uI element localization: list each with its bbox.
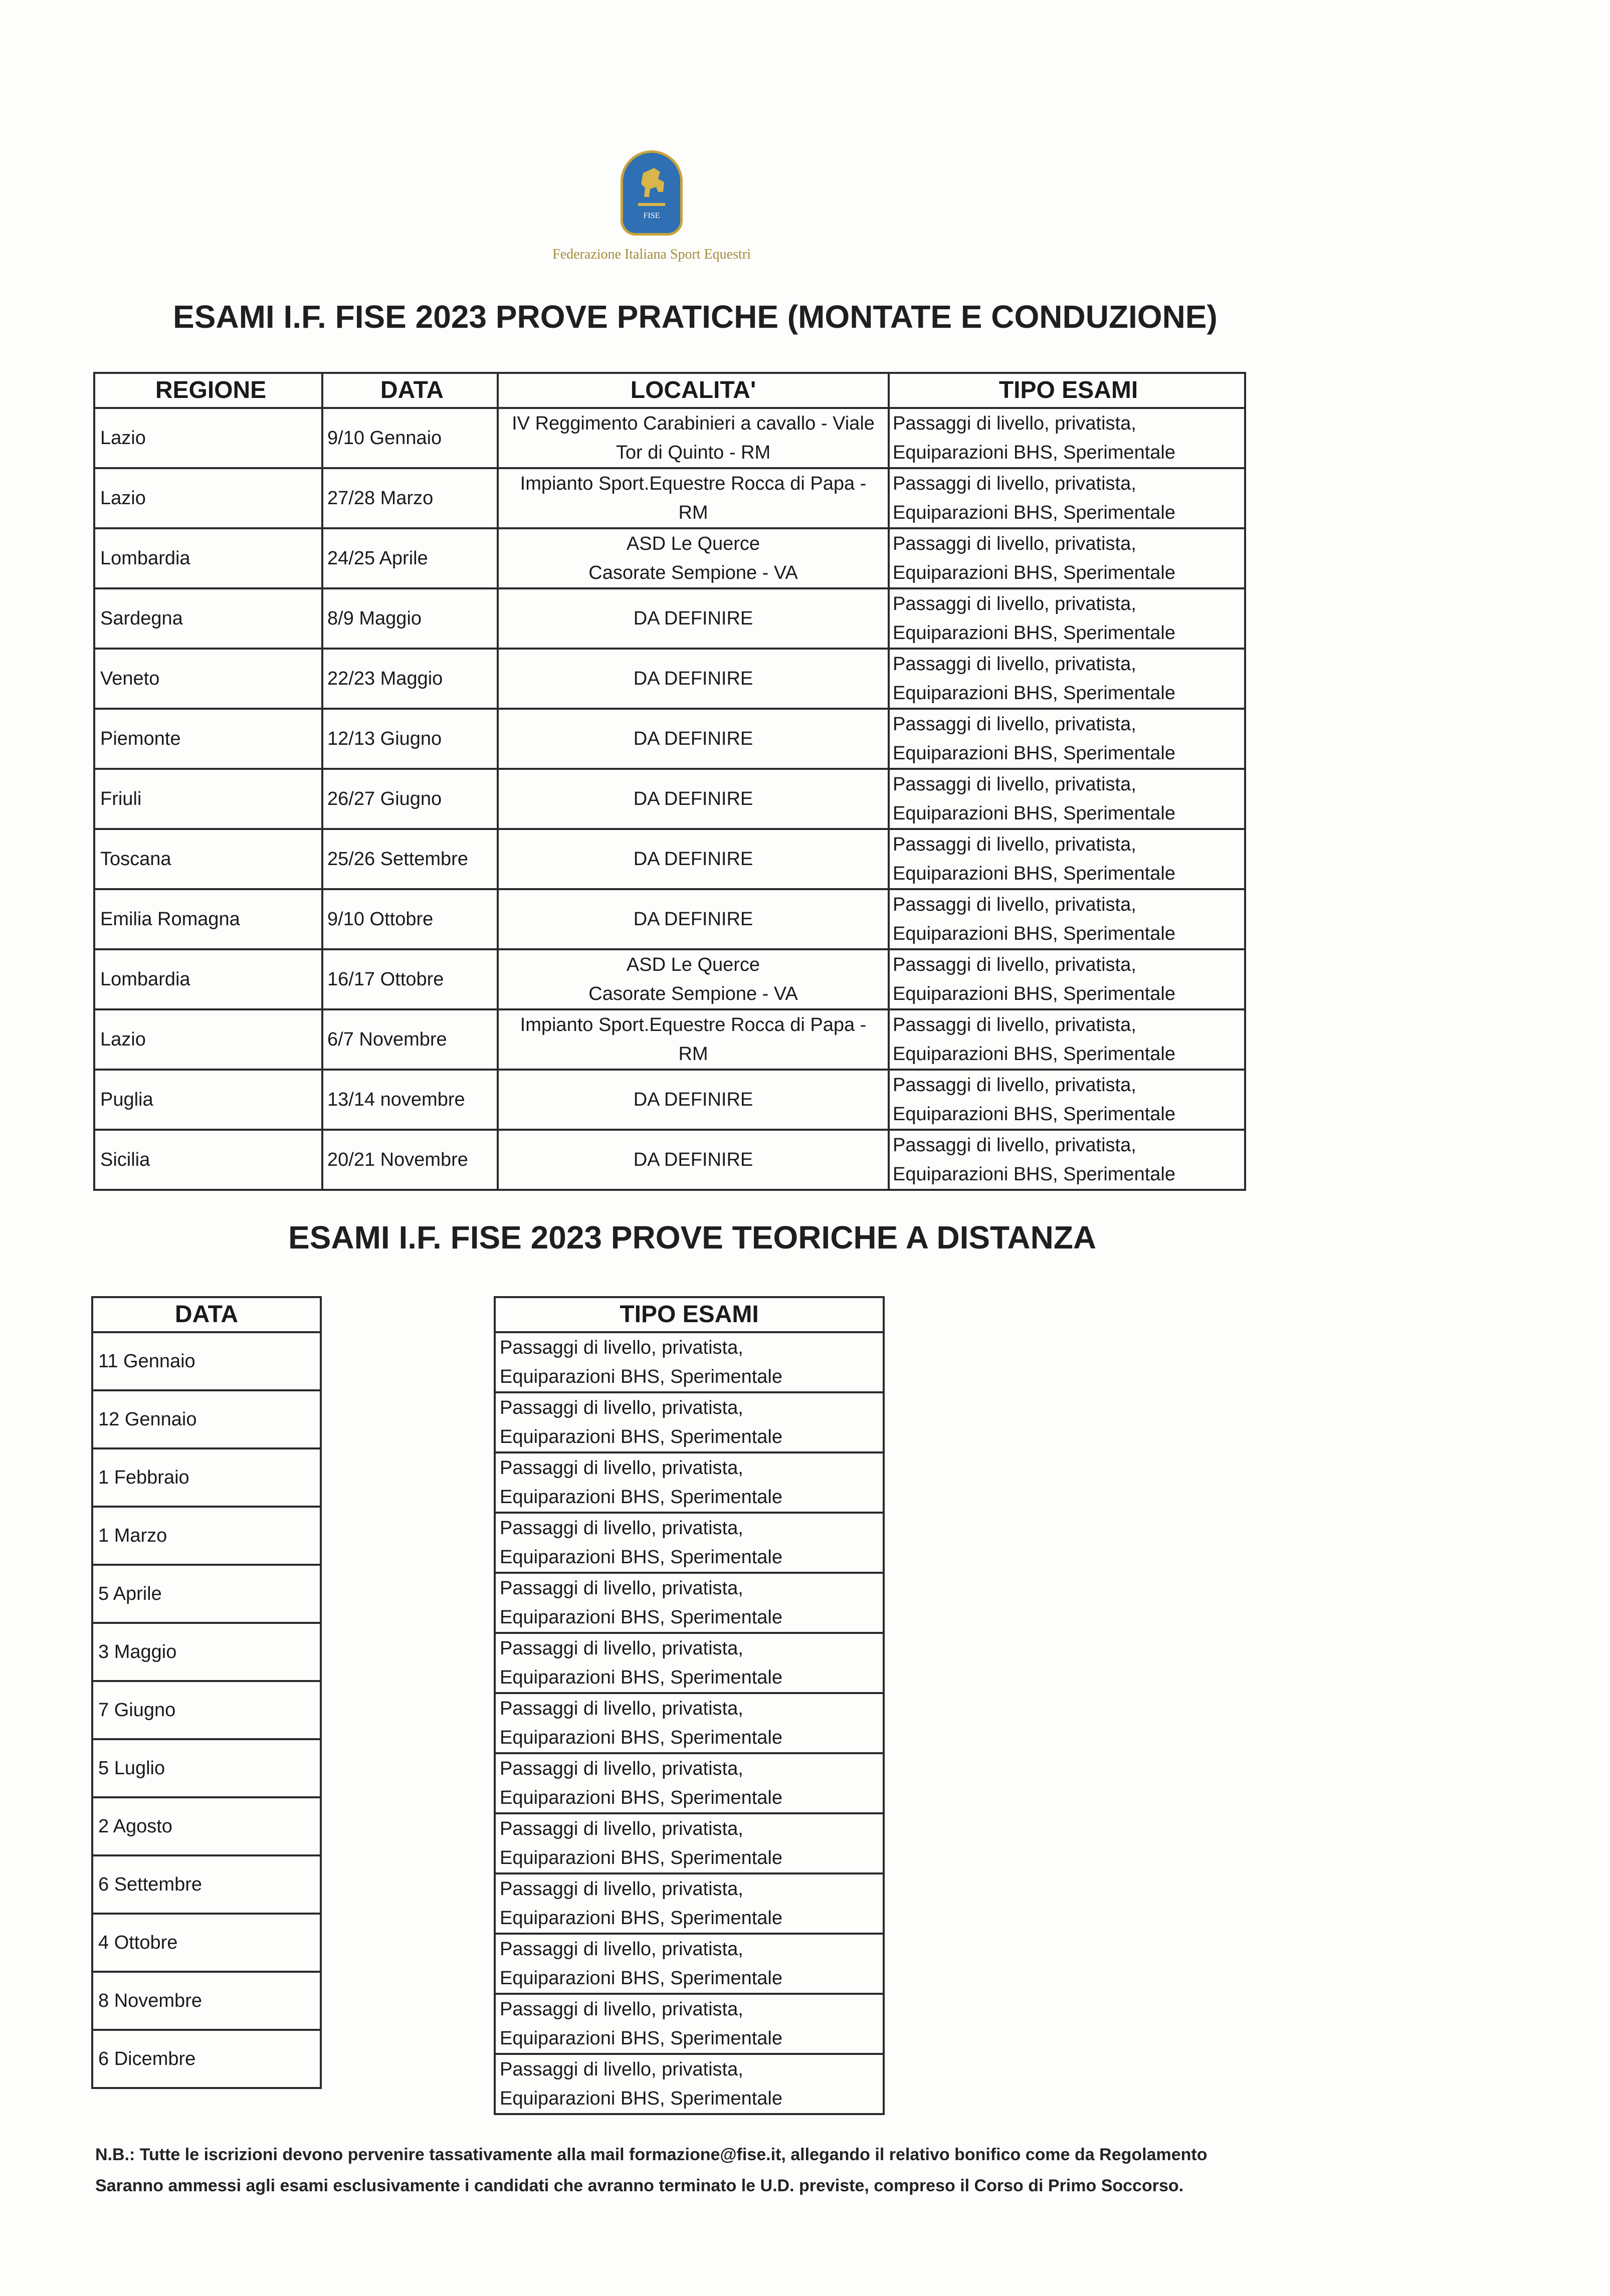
cell-regione [94, 949, 322, 1009]
regione-text: Piemonte [100, 728, 181, 749]
localita-line-1: DA DEFINIRE [633, 849, 753, 870]
data-text: 20/21 Novembre [327, 1149, 468, 1170]
table-row [94, 649, 1245, 709]
cell-regione [94, 408, 322, 468]
practical-exams-table [93, 372, 1246, 1191]
data-text: 6/7 Novembre [327, 1029, 447, 1050]
table-row [92, 1565, 321, 1623]
table-row [94, 588, 1245, 649]
localita-line-2: RM [678, 1043, 708, 1065]
table-row [94, 949, 1245, 1009]
cell-regione [94, 829, 322, 889]
footnote [95, 2139, 1449, 2201]
table-row [495, 1873, 884, 1934]
tipo-line-1: Passaggi di livello, privatista, [893, 894, 1136, 915]
table-row [92, 2030, 321, 2088]
tipo-line-1: Passaggi di livello, privatista, [500, 1337, 743, 1358]
tipo-line-1: Passaggi di livello, privatista, [500, 1638, 743, 1659]
tipo-line-2: Equiparazioni BHS, Sperimentale [893, 442, 1175, 463]
cell-tipo-esami [495, 1633, 884, 1693]
localita-line-1: ASD Le Querce [626, 954, 760, 975]
tipo-line-2: Equiparazioni BHS, Sperimentale [893, 502, 1175, 523]
data-text: 25/26 Settembre [327, 849, 468, 870]
cell-regione [94, 649, 322, 709]
cell-data: 5 Aprile [92, 1565, 321, 1623]
header-data: DATA [322, 373, 498, 408]
table-row [495, 1693, 884, 1753]
cell-data: 2 Agosto [92, 1797, 321, 1855]
cell-localita [498, 709, 889, 769]
cell-tipo-esami [495, 1573, 884, 1633]
table-row [495, 1332, 884, 1392]
data-text: 8/9 Maggio [327, 608, 422, 629]
localita-line-2: RM [678, 502, 708, 523]
tipo-line-1: Passaggi di livello, privatista, [500, 1818, 743, 1839]
footnote-line-2: Saranno ammessi agli esami esclusivamente i candidati che avranno terminato le U.D. previste, compreso il Corso di Primo Soccorso. [95, 2176, 1184, 2195]
table-row [92, 1332, 321, 1390]
data-text: 16/17 Ottobre [327, 969, 444, 990]
tipo-line-1: Passaggi di livello, privatista, [893, 714, 1136, 735]
cell-data: 1 Febbraio [92, 1448, 321, 1507]
cell-tipo-esami [495, 1873, 884, 1934]
cell-data: 5 Luglio [92, 1739, 321, 1797]
data-text: 24/25 Aprile [327, 548, 428, 569]
table-row [94, 889, 1245, 949]
data-text: 12/13 Giugno [327, 728, 442, 749]
tipo-line-2: Equiparazioni BHS, Sperimentale [893, 863, 1175, 884]
regione-text: Lazio [100, 1029, 146, 1050]
localita-line-2: Casorate Sempione - VA [588, 983, 798, 1004]
header-tipo-esami: TIPO ESAMI [889, 373, 1245, 408]
cell-localita [498, 528, 889, 588]
cell-data [322, 408, 498, 468]
tipo-line-1: Passaggi di livello, privatista, [500, 1578, 743, 1599]
cell-tipo-esami [889, 1009, 1245, 1070]
tipo-line-1: Passaggi di livello, privatista, [893, 654, 1136, 675]
footnote-line-1: N.B.: Tutte le iscrizioni devono pervenire tassativamente alla mail formazione@fise.it, allegando il relativo bonifico come da Regolamento [95, 2145, 1208, 2164]
tipo-line-2: Equiparazioni BHS, Sperimentale [893, 743, 1175, 764]
header-localita: LOCALITA' [498, 373, 889, 408]
cell-data [322, 1130, 498, 1190]
cell-data: 7 Giugno [92, 1681, 321, 1739]
tipo-line-1: Passaggi di livello, privatista, [893, 954, 1136, 975]
cell-tipo-esami [495, 1693, 884, 1753]
header-data: DATA [92, 1297, 321, 1332]
table-row [92, 1739, 321, 1797]
regione-text: Lombardia [100, 969, 190, 990]
cell-data [322, 1070, 498, 1130]
localita-line-1: DA DEFINIRE [633, 788, 753, 809]
cell-data [322, 769, 498, 829]
cell-tipo-esami [889, 709, 1245, 769]
tipo-line-1: Passaggi di livello, privatista, [500, 1457, 743, 1479]
tipo-line-2: Equiparazioni BHS, Sperimentale [893, 1164, 1175, 1185]
cell-tipo-esami [889, 889, 1245, 949]
cell-tipo-esami [889, 949, 1245, 1009]
cell-data [322, 588, 498, 649]
cell-tipo-esami [889, 468, 1245, 528]
table-row [92, 1797, 321, 1855]
tipo-line-1: Passaggi di livello, privatista, [893, 774, 1136, 795]
cell-tipo-esami [495, 1452, 884, 1513]
cell-data [322, 528, 498, 588]
table-row [495, 1633, 884, 1693]
tipo-line-2: Equiparazioni BHS, Sperimentale [893, 803, 1175, 824]
tipo-line-2: Equiparazioni BHS, Sperimentale [500, 1727, 782, 1748]
tipo-line-2: Equiparazioni BHS, Sperimentale [893, 983, 1175, 1004]
regione-text: Veneto [100, 668, 160, 689]
table-header-row [92, 1297, 321, 1332]
localita-line-2: Casorate Sempione - VA [588, 562, 798, 583]
cell-tipo-esami [495, 1392, 884, 1452]
table-row [94, 1070, 1245, 1130]
tipo-line-2: Equiparazioni BHS, Sperimentale [893, 923, 1175, 944]
regione-text: Toscana [100, 849, 171, 870]
localita-line-1: ASD Le Querce [626, 533, 760, 554]
cell-data: 8 Novembre [92, 1972, 321, 2030]
tipo-line-2: Equiparazioni BHS, Sperimentale [893, 683, 1175, 704]
theory-dates-table [91, 1296, 322, 2089]
cell-data [322, 468, 498, 528]
cell-localita [498, 1009, 889, 1070]
regione-text: Lazio [100, 488, 146, 509]
regione-text: Puglia [100, 1089, 153, 1110]
table-row [92, 1390, 321, 1448]
table-row [94, 408, 1245, 468]
tipo-line-1: Passaggi di livello, privatista, [893, 413, 1136, 434]
tipo-line-1: Passaggi di livello, privatista, [500, 1397, 743, 1418]
cell-tipo-esami [889, 528, 1245, 588]
table-row [94, 769, 1245, 829]
cell-tipo-esami [889, 769, 1245, 829]
cell-tipo-esami [495, 2054, 884, 2114]
tipo-line-1: Passaggi di livello, privatista, [893, 593, 1136, 614]
data-text: 13/14 novembre [327, 1089, 465, 1110]
tipo-line-2: Equiparazioni BHS, Sperimentale [500, 1667, 782, 1688]
table-row [94, 829, 1245, 889]
tipo-line-2: Equiparazioni BHS, Sperimentale [893, 1104, 1175, 1125]
regione-text: Friuli [100, 788, 142, 809]
cell-localita [498, 649, 889, 709]
tipo-line-2: Equiparazioni BHS, Sperimentale [500, 1968, 782, 1989]
tipo-line-1: Passaggi di livello, privatista, [500, 1939, 743, 1960]
tipo-line-2: Equiparazioni BHS, Sperimentale [500, 1908, 782, 1929]
regione-text: Lazio [100, 428, 146, 449]
cell-tipo-esami [495, 1934, 884, 1994]
tipo-line-1: Passaggi di livello, privatista, [893, 1075, 1136, 1096]
cell-tipo-esami [495, 1332, 884, 1392]
cell-localita [498, 1130, 889, 1190]
cell-regione [94, 1009, 322, 1070]
cell-localita [498, 1070, 889, 1130]
table-row [92, 1507, 321, 1565]
tipo-line-2: Equiparazioni BHS, Sperimentale [500, 1607, 782, 1628]
cell-tipo-esami [889, 1130, 1245, 1190]
regione-text: Lombardia [100, 548, 190, 569]
header-tipo-esami: TIPO ESAMI [495, 1297, 884, 1332]
cell-data [322, 1009, 498, 1070]
localita-line-1: IV Reggimento Carabinieri a cavallo - Viale [512, 413, 875, 434]
tipo-line-2: Equiparazioni BHS, Sperimentale [893, 1043, 1175, 1065]
logo-caption: Federazione Italiana Sport Equestri [552, 247, 751, 262]
table-row [495, 1513, 884, 1573]
table-row [94, 1009, 1245, 1070]
localita-line-1: Impianto Sport.Equestre Rocca di Papa - [520, 473, 867, 494]
localita-line-1: DA DEFINIRE [633, 728, 753, 749]
tipo-line-2: Equiparazioni BHS, Sperimentale [500, 1426, 782, 1447]
tipo-line-1: Passaggi di livello, privatista, [893, 834, 1136, 855]
cell-data: 1 Marzo [92, 1507, 321, 1565]
tipo-line-1: Passaggi di livello, privatista, [500, 1758, 743, 1779]
cell-tipo-esami [495, 1994, 884, 2054]
tipo-line-2: Equiparazioni BHS, Sperimentale [893, 562, 1175, 583]
tipo-line-2: Equiparazioni BHS, Sperimentale [500, 2028, 782, 2049]
cell-tipo-esami [889, 408, 1245, 468]
tipo-line-1: Passaggi di livello, privatista, [500, 1878, 743, 1900]
table-row [92, 1855, 321, 1914]
table-row [94, 468, 1245, 528]
localita-line-2: Tor di Quinto - RM [616, 442, 771, 463]
localita-line-1: DA DEFINIRE [633, 1149, 753, 1170]
cell-localita [498, 769, 889, 829]
localita-line-1: DA DEFINIRE [633, 608, 753, 629]
table-row [92, 1972, 321, 2030]
practical-exams-title: ESAMI I.F. FISE 2023 PROVE PRATICHE (MONTATE E CONDUZIONE) [173, 299, 1218, 335]
cell-regione [94, 588, 322, 649]
table-row [495, 1994, 884, 2054]
table-row [495, 1573, 884, 1633]
logo-badge-text: FISE [643, 212, 660, 220]
cell-regione [94, 468, 322, 528]
tipo-line-2: Equiparazioni BHS, Sperimentale [500, 1547, 782, 1568]
table-row [495, 1813, 884, 1873]
cell-data [322, 949, 498, 1009]
tipo-line-1: Passaggi di livello, privatista, [893, 1135, 1136, 1156]
tipo-line-1: Passaggi di livello, privatista, [893, 473, 1136, 494]
cell-tipo-esami [889, 588, 1245, 649]
regione-text: Sicilia [100, 1149, 150, 1170]
cell-data: 12 Gennaio [92, 1390, 321, 1448]
tipo-line-2: Equiparazioni BHS, Sperimentale [500, 1366, 782, 1387]
table-row [495, 1452, 884, 1513]
cell-data [322, 649, 498, 709]
localita-line-1: DA DEFINIRE [633, 909, 753, 930]
table-row [94, 528, 1245, 588]
data-text: 22/23 Maggio [327, 668, 443, 689]
tipo-line-1: Passaggi di livello, privatista, [500, 1518, 743, 1539]
horse-emblem-icon [621, 150, 683, 236]
cell-localita [498, 829, 889, 889]
cell-tipo-esami [495, 1813, 884, 1873]
cell-tipo-esami [495, 1753, 884, 1813]
cell-localita [498, 949, 889, 1009]
theory-exams-title: ESAMI I.F. FISE 2023 PROVE TEORICHE A DISTANZA [288, 1219, 1097, 1256]
tipo-line-1: Passaggi di livello, privatista, [500, 1698, 743, 1719]
tipo-line-1: Passaggi di livello, privatista, [500, 1999, 743, 2020]
tipo-line-1: Passaggi di livello, privatista, [500, 2059, 743, 2080]
table-header-row [495, 1297, 884, 1332]
cell-tipo-esami [495, 1513, 884, 1573]
header-regione: REGIONE [94, 373, 322, 408]
cell-data: 3 Maggio [92, 1623, 321, 1681]
localita-line-1: Impianto Sport.Equestre Rocca di Papa - [520, 1014, 867, 1035]
cell-data: 6 Settembre [92, 1855, 321, 1914]
cell-tipo-esami [889, 649, 1245, 709]
cell-regione [94, 769, 322, 829]
table-row [495, 1934, 884, 1994]
table-row [495, 2054, 884, 2114]
cell-localita [498, 588, 889, 649]
cell-regione [94, 889, 322, 949]
cell-regione [94, 528, 322, 588]
data-text: 9/10 Ottobre [327, 909, 434, 930]
cell-data [322, 889, 498, 949]
cell-localita [498, 468, 889, 528]
theory-types-table [494, 1296, 885, 2115]
cell-data: 4 Ottobre [92, 1914, 321, 1972]
tipo-line-1: Passaggi di livello, privatista, [893, 533, 1136, 554]
tipo-line-2: Equiparazioni BHS, Sperimentale [500, 1847, 782, 1868]
table-row [92, 1681, 321, 1739]
table-row [92, 1448, 321, 1507]
table-row [94, 709, 1245, 769]
data-text: 27/28 Marzo [327, 488, 434, 509]
table-row [495, 1753, 884, 1813]
tipo-line-1: Passaggi di livello, privatista, [893, 1014, 1136, 1035]
table-row [92, 1914, 321, 1972]
localita-line-1: DA DEFINIRE [633, 1089, 753, 1110]
cell-data [322, 709, 498, 769]
table-row [495, 1392, 884, 1452]
data-text: 9/10 Gennaio [327, 428, 442, 449]
table-row [94, 1130, 1245, 1190]
cell-regione [94, 1130, 322, 1190]
cell-regione [94, 709, 322, 769]
regione-text: Emilia Romagna [100, 909, 240, 930]
cell-data: 11 Gennaio [92, 1332, 321, 1390]
cell-tipo-esami [889, 829, 1245, 889]
cell-regione [94, 1070, 322, 1130]
localita-line-1: DA DEFINIRE [633, 668, 753, 689]
cell-tipo-esami [889, 1070, 1245, 1130]
data-text: 26/27 Giugno [327, 788, 442, 809]
regione-text: Sardegna [100, 608, 183, 629]
fise-logo [501, 150, 802, 271]
cell-localita [498, 889, 889, 949]
tipo-line-2: Equiparazioni BHS, Sperimentale [500, 1787, 782, 1808]
tipo-line-2: Equiparazioni BHS, Sperimentale [893, 622, 1175, 644]
tipo-line-2: Equiparazioni BHS, Sperimentale [500, 1487, 782, 1508]
cell-data: 6 Dicembre [92, 2030, 321, 2088]
cell-data [322, 829, 498, 889]
table-header-row [94, 373, 1245, 408]
cell-localita [498, 408, 889, 468]
tipo-line-2: Equiparazioni BHS, Sperimentale [500, 2088, 782, 2109]
table-row [92, 1623, 321, 1681]
